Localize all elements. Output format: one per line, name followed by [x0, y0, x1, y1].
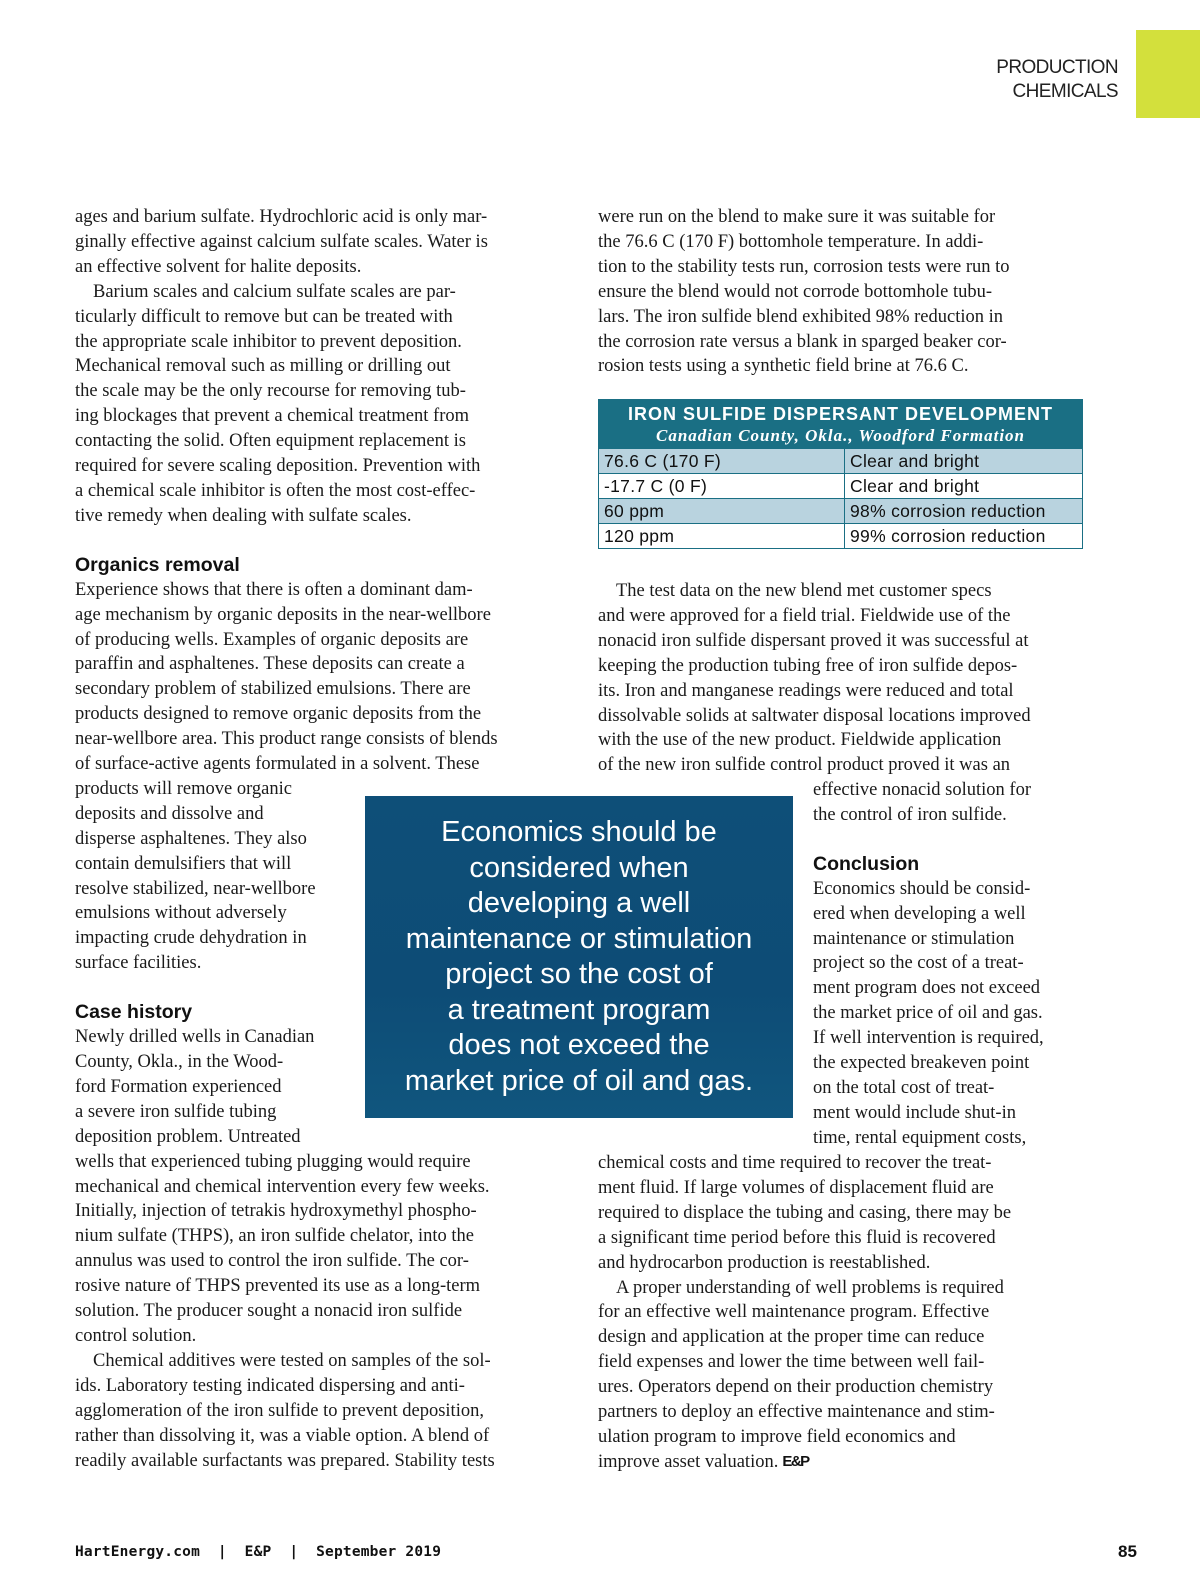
text-line: rosive nature of THPS prevented its use as a long-term	[75, 1276, 481, 1297]
text-line: nonacid iron sulfide dispersant proved it was successful at	[598, 630, 1029, 651]
end-mark-logo: E&P	[782, 1452, 809, 1470]
page-number: 85	[1118, 1542, 1137, 1561]
text-line: Newly drilled wells in Canadian	[75, 1027, 315, 1048]
right-column-bottom	[598, 1151, 1098, 1475]
text-line: the corrosion rate versus a blank in sparged beaker cor-	[598, 331, 1007, 352]
text-line: Experience shows that there is often a dominant dam-	[75, 579, 473, 600]
text-line: and were approved for a field trial. Fieldwide use of the	[598, 605, 1011, 626]
text-line: If well intervention is required,	[813, 1028, 1044, 1049]
text-line: Chemical additives were tested on samples of the sol-	[93, 1350, 491, 1371]
text-line: mechanical and chemical intervention every few weeks.	[75, 1176, 490, 1197]
text-line: keeping the production tubing free of iron sulfide depos-	[598, 655, 1018, 676]
table-cell-result: Clear and bright	[845, 449, 1083, 474]
text-line: ids. Laboratory testing indicated dispersing and anti-	[75, 1375, 465, 1396]
text-line: age mechanism by organic deposits in the near-wellbore	[75, 604, 491, 625]
text-line: the expected breakeven point	[813, 1053, 1030, 1074]
iron-sulfide-table	[598, 399, 1083, 549]
text-line: paraffin and asphaltenes. These deposits can create a	[75, 654, 465, 675]
text-line: tive remedy when dealing with sulfate scales.	[75, 505, 412, 526]
text-line: and hydrocarbon production is reestablished.	[598, 1252, 931, 1273]
text-line: were run on the blend to make sure it was suitable for	[598, 207, 996, 227]
barium-paragraph	[75, 280, 565, 529]
text-line: of the new iron sulfide control product proved it was an	[598, 755, 1011, 776]
footer-publication-text: HartEnergy.com | E&P | September 2019	[75, 1544, 442, 1560]
text-line: Initially, injection of tetrakis hydroxymethyl phospho-	[75, 1201, 477, 1222]
pull-quote	[365, 796, 793, 1118]
table-row	[599, 474, 1082, 499]
case-history-heading: Case history	[75, 1001, 193, 1024]
table-row	[599, 524, 1082, 549]
pull-quote-line: project so the cost of	[445, 958, 713, 990]
text-line: maintenance or stimulation	[813, 928, 1015, 949]
pull-quote-line: does not exceed the	[448, 1029, 710, 1061]
text-line: ing blockages that prevent a chemical treatment from	[75, 406, 469, 427]
text-line: contain demulsifiers that will	[75, 853, 292, 874]
right-column-narrow	[813, 778, 1093, 1151]
text-line: ment program does not exceed	[813, 978, 1041, 999]
text-line: County, Okla., in the Wood-	[75, 1052, 284, 1072]
final-line-text: improve asset valuation.	[598, 1451, 779, 1472]
text-line: ginally effective against calcium sulfate scales. Water is	[75, 231, 488, 252]
text-line: ages and barium sulfate. Hydrochloric acid is only mar-	[75, 207, 488, 227]
table-cell-condition: 60 ppm	[599, 499, 845, 524]
text-line: project so the cost of a treat-	[813, 953, 1024, 974]
text-line: of surface-active agents formulated in a solvent. These	[75, 754, 480, 775]
text-line: field expenses and lower the time between well fail-	[598, 1352, 985, 1373]
text-line: Barium scales and calcium sulfate scales are par-	[93, 281, 456, 302]
section-color-tab	[1136, 30, 1200, 118]
pull-quote-text	[399, 815, 759, 1099]
text-line: the market price of oil and gas.	[813, 1003, 1043, 1024]
conclusion-heading: Conclusion	[813, 852, 920, 875]
text-line: readily available surfactants was prepared. Stability tests	[75, 1450, 495, 1471]
test-data-paragraph	[598, 579, 1098, 778]
text-line: an effective solvent for halite deposits.	[75, 256, 362, 277]
text-line: deposition problem. Untreated	[75, 1126, 301, 1147]
right-column-test-data	[598, 579, 1098, 778]
text-line: the 76.6 C (170 F) bottomhole temperature. In addi-	[598, 231, 984, 252]
text-line: annulus was used to control the iron sulfide. The cor-	[75, 1251, 469, 1272]
conclusion-paragraph	[813, 877, 1093, 1151]
text-line: with the use of the new product. Fieldwide application	[598, 730, 1002, 751]
text-line: products will remove organic	[75, 778, 292, 799]
text-line: time, rental equipment costs,	[813, 1127, 1027, 1148]
stability-paragraph	[598, 205, 1098, 379]
table-cell-result: 99% corrosion reduction	[845, 524, 1083, 549]
text-line: tion to the stability tests run, corrosion tests were run to	[598, 256, 1010, 277]
text-line: ford Formation experienced	[75, 1076, 282, 1097]
organics-heading: Organics removal	[75, 553, 240, 576]
text-line: on the total cost of treat-	[813, 1077, 995, 1098]
text-line: Economics should be consid-	[813, 878, 1031, 899]
text-line: rather than dissolving it, was a viable option. A blend of	[75, 1425, 490, 1446]
text-line: nium sulfate (THPS), an iron sulfide chelator, into the	[75, 1226, 474, 1247]
table-body	[599, 448, 1082, 548]
section-label	[996, 56, 1118, 104]
text-line: ulation program to improve field economics and	[598, 1426, 956, 1447]
table-title: IRON SULFIDE DISPERSANT DEVELOPMENT	[627, 404, 1054, 424]
text-line: the control of iron sulfide.	[813, 804, 1007, 825]
text-line: ures. Operators depend on their production chemistry	[598, 1377, 994, 1398]
text-line: ticularly difficult to remove but can be treated with	[75, 306, 453, 327]
table-cell-condition: 76.6 C (170 F)	[599, 449, 845, 474]
footer-publication	[75, 1544, 441, 1560]
text-line: the appropriate scale inhibitor to prevent deposition.	[75, 331, 462, 352]
table-subtitle: Canadian County, Okla., Woodford Formation	[655, 426, 1025, 445]
pull-quote-line: developing a well	[467, 887, 691, 919]
text-line	[598, 1450, 1098, 1475]
text-line: impacting crude dehydration in	[75, 928, 307, 949]
text-line: products designed to remove organic deposits from the	[75, 704, 482, 725]
text-line: a chemical scale inhibitor is often the most cost-effec-	[75, 480, 476, 501]
right-column-top	[598, 205, 1098, 379]
text-line: a significant time period before this fluid is recovered	[598, 1227, 996, 1248]
table-cell-result: 98% corrosion reduction	[845, 499, 1083, 524]
text-line: emulsions without adversely	[75, 903, 287, 924]
table-row	[599, 449, 1082, 474]
table-cell-condition: 120 ppm	[599, 524, 845, 549]
text-line: ered when developing a well	[813, 903, 1026, 924]
text-line: agglomeration of the iron sulfide to prevent deposition,	[75, 1400, 484, 1421]
section-label-line-1: PRODUCTION	[996, 57, 1118, 78]
table-header	[599, 400, 1082, 448]
text-line: the scale may be the only recourse for removing tub-	[75, 381, 466, 402]
text-line: required for severe scaling deposition. Prevention with	[75, 456, 481, 477]
table-cell-result: Clear and bright	[845, 474, 1083, 499]
text-line: of producing wells. Examples of organic deposits are	[75, 629, 469, 650]
text-line: A proper understanding of well problems is required	[616, 1277, 1004, 1298]
text-line: solution. The producer sought a nonacid iron sulfide	[75, 1301, 463, 1322]
final-paragraph	[598, 1276, 1098, 1475]
text-line: for an effective well maintenance program. Effective	[598, 1302, 990, 1323]
text-line: dissolvable solids at saltwater disposal locations improved	[598, 705, 1031, 726]
text-line: secondary problem of stabilized emulsions. There are	[75, 679, 471, 700]
intro-paragraph	[75, 205, 565, 280]
text-line: The test data on the new blend met customer specs	[616, 581, 992, 601]
text-line: ensure the blend would not corrode bottomhole tubu-	[598, 281, 993, 302]
text-line: effective nonacid solution for	[813, 780, 1031, 800]
text-line: control solution.	[75, 1325, 197, 1346]
test-data-tail	[813, 778, 1093, 828]
text-line: disperse asphaltenes. They also	[75, 828, 307, 849]
text-line: near-wellbore area. This product range consists of blends	[75, 729, 498, 750]
text-line: ment fluid. If large volumes of displacement fluid are	[598, 1177, 994, 1198]
text-line: rosion tests using a synthetic field brine at 76.6 C.	[598, 356, 969, 377]
text-line: design and application at the proper time can reduce	[598, 1327, 985, 1348]
pull-quote-line: considered when	[469, 851, 689, 884]
table-cell-condition: -17.7 C (0 F)	[599, 474, 845, 499]
text-line: resolve stabilized, near-wellbore	[75, 878, 316, 899]
text-line: partners to deploy an effective maintenance and stim-	[598, 1402, 995, 1423]
table-row	[599, 499, 1082, 524]
pull-quote-line: a treatment program	[447, 993, 711, 1026]
additives-paragraph	[75, 1349, 565, 1474]
text-line: wells that experienced tubing plugging would require	[75, 1151, 471, 1172]
section-label-line-2: CHEMICALS	[1012, 81, 1118, 102]
text-line: required to displace the tubing and casing, there may be	[598, 1202, 1012, 1223]
text-line: lars. The iron sulfide blend exhibited 98% reduction in	[598, 306, 1004, 327]
text-line: Mechanical removal such as milling or drilling out	[75, 356, 451, 377]
text-line: surface facilities.	[75, 953, 202, 974]
text-line: contacting the solid. Often equipment replacement is	[75, 431, 466, 452]
pull-quote-line: Economics should be	[441, 816, 717, 848]
text-line: ment would include shut-in	[813, 1102, 1016, 1123]
text-line: a severe iron sulfide tubing	[75, 1101, 277, 1122]
text-line: deposits and dissolve and	[75, 803, 264, 824]
text-line: its. Iron and manganese readings were reduced and total	[598, 680, 1014, 701]
text-line: chemical costs and time required to recover the treat-	[598, 1153, 992, 1173]
pull-quote-line: market price of oil and gas.	[404, 1064, 754, 1097]
conclusion-tail	[598, 1151, 1098, 1276]
pull-quote-line: maintenance or stimulation	[405, 922, 753, 955]
